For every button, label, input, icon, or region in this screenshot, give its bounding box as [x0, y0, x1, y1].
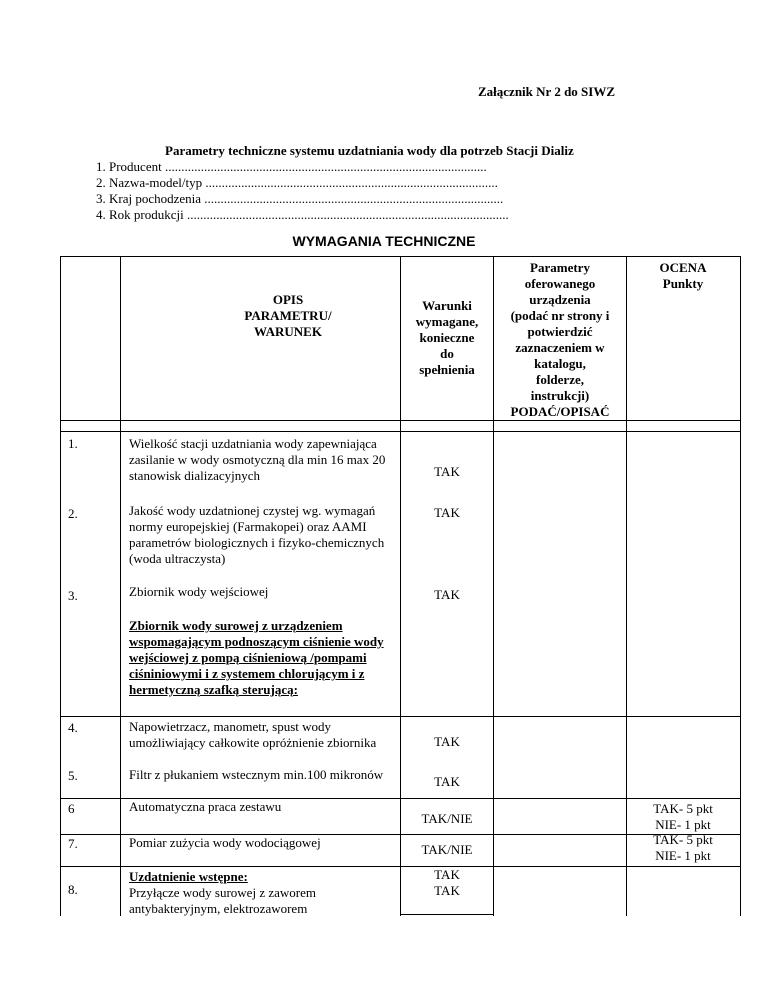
row-condition-line: TAK: [434, 867, 460, 882]
row-description: Pomiar zużycia wody wodociągowej: [129, 835, 321, 850]
table-spacer-bottom: [60, 431, 741, 432]
row-condition: TAK/NIE: [421, 842, 473, 857]
row-score-line: NIE- 1 pkt: [655, 816, 711, 832]
subsection-heading: Zbiornik wody surowej z urządzeniem wspomagającym podnoszącym ciśnienie wody wejściowej z pompą ciśnieniową /pompami ciśniniowymi i z systemem chlorującym i z hermetyczną szafką sterującą:: [129, 618, 384, 697]
row-number: 4.: [68, 720, 78, 735]
header-warunki-line: Warunki: [422, 298, 472, 313]
row-number: 2.: [68, 506, 78, 521]
field-producer: 1. Producent ...................................................................................................: [96, 159, 487, 174]
annex-label: Załącznik Nr 2 do SIWZ: [478, 84, 616, 99]
row-number: 6: [68, 801, 75, 816]
table-border-right: [740, 256, 741, 916]
header-warunki-line: spełnienia: [419, 362, 475, 377]
row-number: 8.: [68, 882, 78, 897]
header-parametry-line: PODAĆ/OPISAĆ: [510, 404, 610, 419]
row-number: 7.: [68, 836, 78, 851]
table-border-left: [60, 256, 61, 916]
header-opis-line: OPIS: [272, 292, 304, 307]
table-border-top: [60, 256, 741, 257]
row-divider-partial: [400, 914, 494, 915]
table-col-divider: [626, 256, 627, 916]
header-ocena-line: Punkty: [662, 276, 704, 291]
field-year: 4. Rok produkcji ...................................................................................................: [96, 207, 509, 222]
header-parametry: [495, 260, 625, 420]
header-warunki-line: konieczne: [419, 330, 475, 345]
header-parametry-line: katalogu,: [534, 356, 586, 371]
row-description: Napowietrzacz, manometr, spust wody umożliwiający całkowite opróżnienie zbiornika: [129, 719, 377, 750]
header-ocena: [628, 260, 738, 292]
row-heading: Uzdatnienie wstępne:: [129, 869, 248, 884]
header-warunki-line: wymagane,: [415, 314, 479, 329]
field-model: 2. Nazwa-model/typ ..........................................................................................: [96, 175, 498, 190]
row-description: Wielkość stacji uzdatniania wody zapewniająca zasilanie w wody osmotyczną dla min 16 max 20 stanowisk dializacyjnych: [129, 436, 386, 483]
row-description: Przyłącze wody surowej z zaworem antybakteryjnym, elektrozaworem: [129, 885, 316, 916]
row-description: Zbiornik wody wejściowej: [129, 584, 269, 599]
row-number: 1.: [68, 436, 78, 451]
row-score-line: NIE- 1 pkt: [655, 847, 711, 863]
row-divider: [60, 866, 627, 867]
row-condition: TAK: [434, 464, 460, 479]
row-description: Filtr z płukaniem wstecznym min.100 mikronów: [129, 767, 384, 782]
table-header-bottom: [60, 420, 741, 421]
row-description: Automatyczna praca zestawu: [129, 799, 282, 814]
row-divider: [60, 716, 741, 717]
field-country: 3. Kraj pochodzenia ............................................................................................: [96, 191, 504, 206]
row-condition: TAK: [434, 774, 460, 789]
row-condition: TAK/NIE: [421, 811, 473, 826]
header-parametry-line: Parametry: [530, 260, 590, 275]
row-condition: TAK: [434, 587, 460, 602]
row-condition: [402, 867, 492, 899]
header-parametry-line: folderze,: [535, 372, 584, 387]
header-parametry-line: instrukcji): [530, 388, 590, 403]
table-col-divider: [493, 256, 494, 916]
row-number: 3.: [68, 588, 78, 603]
header-parametry-line: (podać nr strony i: [510, 308, 610, 323]
row-score: [628, 832, 738, 863]
row-description: Jakość wody uzdatnionej czystej wg. wymagań normy europejskiej (Farmakopei) oraz AAMI parametrów biologicznych i fizyko-chemicznych (woda ultraczysta): [129, 503, 385, 566]
row-score-line: TAK- 5 pkt: [653, 832, 713, 847]
row-condition: TAK: [434, 734, 460, 749]
table-col-divider: [120, 256, 121, 916]
row-score: [628, 801, 738, 832]
table-col-divider: [400, 256, 401, 916]
info-fields: [96, 159, 509, 223]
row-condition-line: TAK: [434, 883, 460, 898]
header-parametry-line: zaznaczeniem w: [515, 340, 605, 355]
header-parametry-line: urządzenia: [529, 292, 591, 307]
row-divider: [626, 866, 741, 867]
document-title: Parametry techniczne systemu uzdatniania wody dla potrzeb Stacji Dializ: [165, 143, 574, 158]
header-warunki: [402, 298, 492, 378]
section-heading: WYMAGANIA TECHNICZNE: [292, 233, 476, 249]
row-score-line: TAK- 5 pkt: [653, 801, 713, 816]
header-parametry-line: oferowanego: [524, 276, 596, 291]
header-opis: [228, 292, 348, 340]
row-condition: TAK: [434, 505, 460, 520]
header-parametry-line: potwierdzić: [527, 324, 593, 339]
row-number: 5.: [68, 768, 78, 783]
header-ocena-line: OCENA: [659, 260, 707, 275]
header-opis-line: PARAMETRU/: [244, 308, 332, 323]
header-warunki-line: do: [440, 346, 454, 361]
header-opis-line: WARUNEK: [254, 324, 322, 339]
